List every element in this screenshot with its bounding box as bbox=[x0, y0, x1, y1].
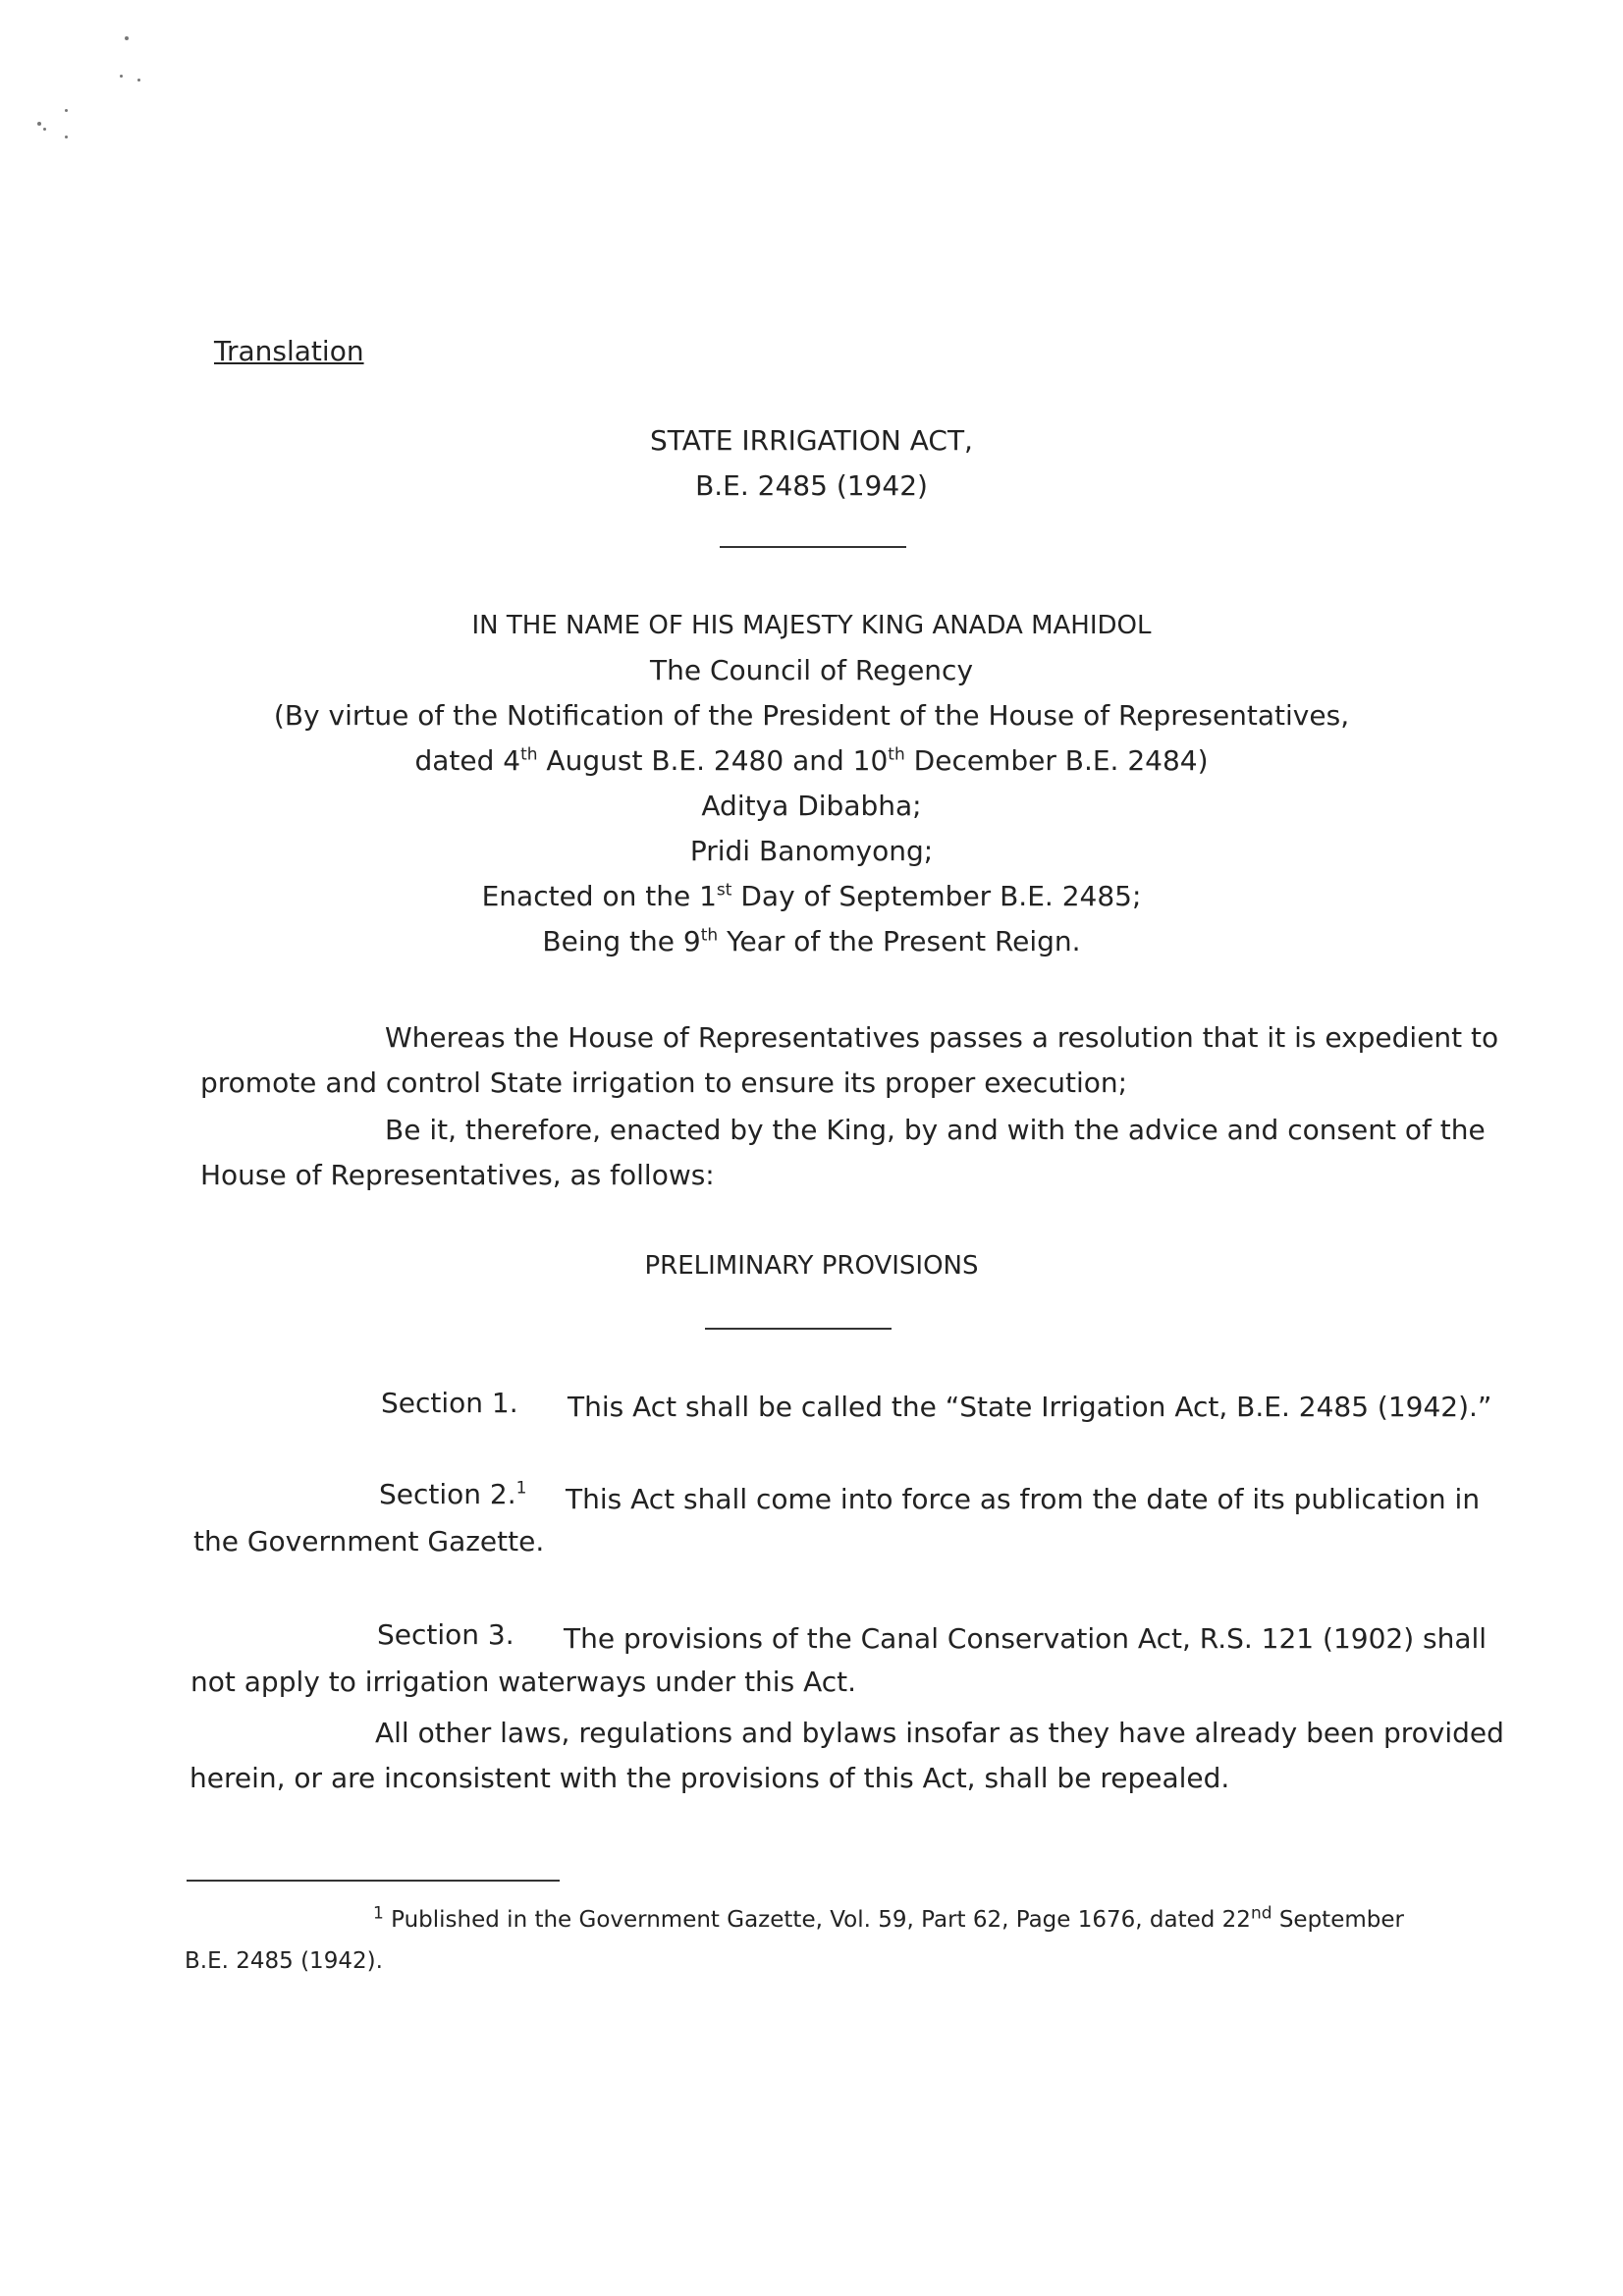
scan-speck bbox=[37, 122, 41, 126]
enacting-clause: Be it, therefore, enacted by the King, by and with the advice and consent of the bbox=[385, 1114, 1486, 1146]
section-1-text: This Act shall be called the “State Irrigation Act, B.E. 2485 (1942).” bbox=[568, 1391, 1492, 1423]
scan-speck bbox=[65, 136, 68, 138]
scan-speck bbox=[125, 36, 129, 40]
enactment-date: Enacted on the 1st Day of September B.E. 2485; bbox=[481, 880, 1142, 912]
scan-speck bbox=[137, 79, 140, 82]
enacting-clause: House of Representatives, as follows: bbox=[200, 1159, 715, 1191]
scan-speck bbox=[43, 128, 46, 131]
whereas-clause: promote and control State irrigation to ensure its proper execution; bbox=[200, 1066, 1128, 1099]
section-3-paragraph: All other laws, regulations and bylaws insofar as they have already been provided bbox=[375, 1717, 1504, 1749]
scan-speck bbox=[65, 109, 68, 112]
scan-speck bbox=[120, 75, 123, 78]
section-3-label: Section 3. bbox=[377, 1618, 514, 1651]
translation-label: Translation bbox=[214, 335, 364, 367]
title-divider bbox=[720, 546, 906, 548]
notification-dates: dated 4th August B.E. 2480 and 10th December B.E. 2484) bbox=[414, 744, 1209, 777]
section-2-text: the Government Gazette. bbox=[193, 1525, 545, 1558]
section-3-text: The provisions of the Canal Conservation Act, R.S. 121 (1902) shall bbox=[564, 1622, 1488, 1655]
section-heading: PRELIMINARY PROVISIONS bbox=[644, 1251, 979, 1281]
footnote: $^1$ Published in the Government Gazette, Vol. 59, Part 62, Page 1676, dated 22nd September bbox=[373, 1903, 1404, 1933]
heading-divider bbox=[705, 1328, 892, 1330]
regent-name: Pridi Banomyong; bbox=[689, 835, 934, 867]
footnote-divider bbox=[187, 1880, 560, 1882]
act-title: STATE IRRIGATION ACT, bbox=[650, 424, 973, 457]
reign-year: Being the 9th Year of the Present Reign. bbox=[542, 925, 1081, 957]
council-of-regency: The Council of Regency bbox=[649, 654, 974, 686]
royal-invocation: IN THE NAME OF HIS MAJESTY KING ANADA MAHIDOL bbox=[471, 611, 1152, 640]
notification-line: (By virtue of the Notification of the President of the House of Representatives, bbox=[273, 699, 1350, 732]
section-3-paragraph: herein, or are inconsistent with the provisions of this Act, shall be repealed. bbox=[189, 1762, 1230, 1794]
act-year: B.E. 2485 (1942) bbox=[695, 469, 928, 502]
regent-name: Aditya Dibabha; bbox=[701, 790, 922, 822]
section-2-text: This Act shall come into force as from the date of its publication in bbox=[566, 1483, 1481, 1515]
section-1-label: Section 1. bbox=[381, 1387, 518, 1419]
whereas-clause: Whereas the House of Representatives passes a resolution that it is expedient to bbox=[385, 1021, 1499, 1054]
section-3-text: not apply to irrigation waterways under this Act. bbox=[190, 1666, 857, 1698]
footnote: B.E. 2485 (1942). bbox=[185, 1948, 383, 1974]
section-2-label: Section 2.$^1$ bbox=[379, 1478, 527, 1510]
